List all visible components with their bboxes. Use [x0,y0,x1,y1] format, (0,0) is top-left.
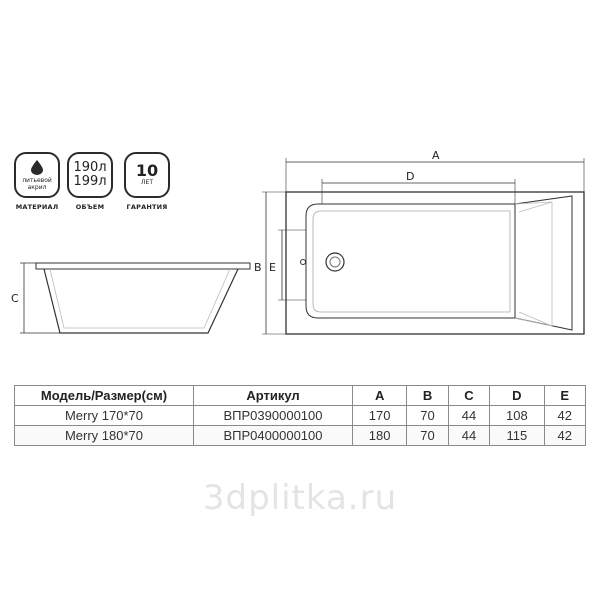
cell-b: 70 [407,426,448,446]
warranty-number: 10 [135,161,159,180]
cell-article: ВПР0390000100 [194,406,353,426]
header-b: B [407,386,448,406]
material-caption: МАТЕРИАЛ [15,203,59,211]
top-view-drawing [262,158,584,334]
header-d: D [490,386,544,406]
header-model: Модель/Размер(см) [15,386,194,406]
table-row [15,426,586,446]
cell-article: ВПР0400000100 [194,426,353,446]
watermark: 3dplitka.ru [202,478,398,518]
cell-c: 44 [448,406,489,426]
volume-caption: ОБЪЕМ [75,203,105,211]
cell-model: Merry 180*70 [15,426,194,446]
cell-d: 115 [490,426,544,446]
cell-d: 108 [490,406,544,426]
dim-label-c: C [11,292,19,305]
cell-e: 42 [544,426,586,446]
volume-line1: 190л [73,160,107,175]
dim-label-d: D [406,170,415,183]
volume-line2: 199л [73,174,107,189]
cell-b: 70 [407,406,448,426]
dim-label-a: A [432,149,440,162]
dim-label-e: E [269,261,276,274]
header-e: E [544,386,586,406]
side-profile-drawing [20,263,250,333]
header-c: C [448,386,489,406]
cell-e: 42 [544,406,586,426]
table-row [15,406,586,426]
header-a: A [353,386,407,406]
cell-a: 170 [353,406,407,426]
cell-model: Merry 170*70 [15,406,194,426]
table-header-row [15,386,586,406]
cell-c: 44 [448,426,489,446]
specifications-table [14,385,586,446]
dim-label-b: B [254,261,262,274]
warranty-caption: ГАРАНТИЯ [126,203,168,211]
header-article: Артикул [194,386,353,406]
cell-a: 180 [353,426,407,446]
warranty-unit: ЛЕТ [141,179,153,186]
material-text: литьевой акрил [22,176,52,191]
